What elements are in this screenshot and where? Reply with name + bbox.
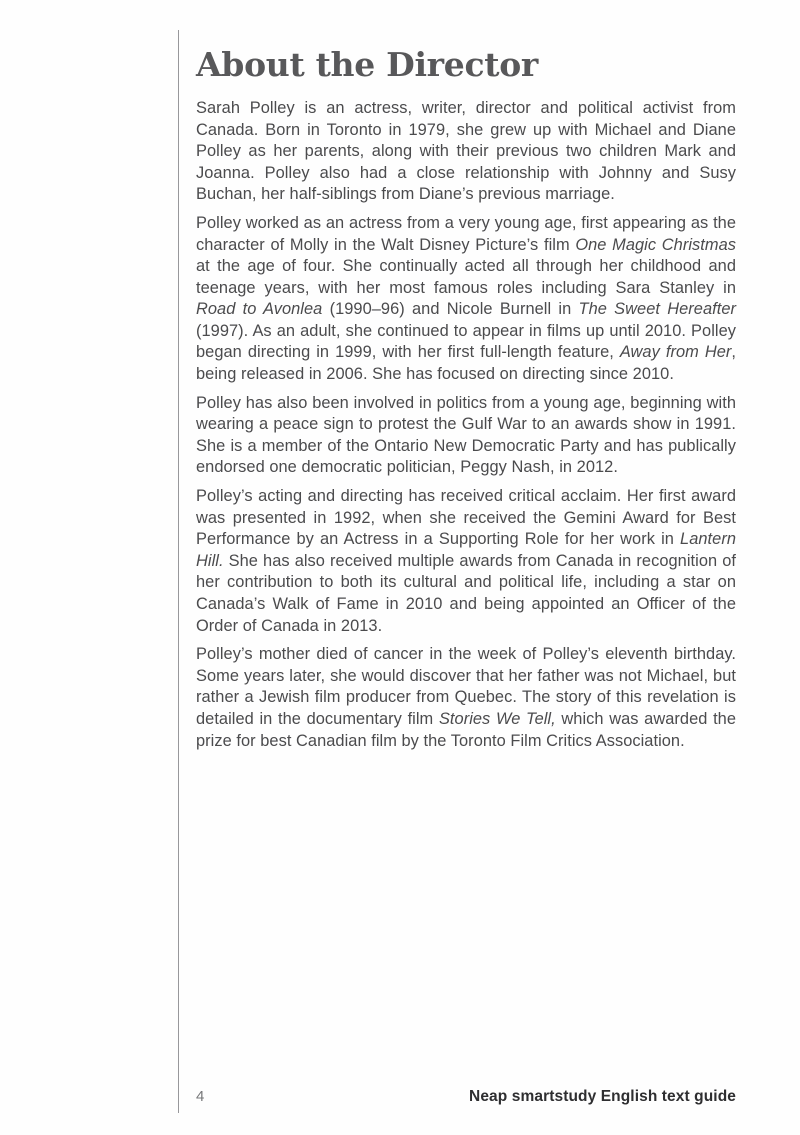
left-margin-rule xyxy=(178,30,179,1113)
paragraph: Polley worked as an actress from a very young age, first appearing as the character of Molly in the Walt Disney Picture’s film One Magic Christmas at the age of four. She continually acted all through her childhood and teenage years, with her most famous roles including Sara Stanley in Road to Avonlea (1990–96) and Nicole Burnell in The Sweet Hereafter (1997). As an adult, she continued to appear in films up until 2010. Polley began directing in 1999, with her first full-length feature, Away from Her, being released in 2006. She has focused on directing since 2010. xyxy=(196,213,737,384)
footer-guide-title: Neap smartstudy English text guide xyxy=(469,1088,736,1105)
paragraph: Polley’s acting and directing has received critical acclaim. Her first award was presented in 1992, when she received the Gemini Award for Best Performance by an Actress in a Supporting Role for her work in Lantern Hill. She has also received multiple awards from Canada in recognition of her contribution to both its cultural and political life, including a star on Canada’s Walk of Fame in 2010 and being appointed an Officer of the Order of Canada in 2013. xyxy=(196,487,736,635)
paragraph: Polley has also been involved in politics from a young age, beginning with wearing a peace sign to protest the Gulf War to an awards show in 1991. She is a member of the Ontario New Democratic Party and has publically endorsed one democratic politician, Peggy Nash, in 2012. xyxy=(196,393,736,477)
page-title: About the Director xyxy=(196,45,539,84)
page-footer xyxy=(196,1088,736,1106)
page-number: 4 xyxy=(196,1088,205,1105)
paragraph: Polley’s mother died of cancer in the week of Polley’s eleventh birthday. Some years later, she would discover that her father was not Michael, but rather a Jewish film producer from Quebec. The story of this revelation is detailed in the documentary film Stories We Tell, which was awarded the prize for best Canadian film by the Toronto Film Critics Association. xyxy=(196,645,737,750)
page-content xyxy=(196,46,736,759)
article-body xyxy=(196,98,736,752)
paragraph: Sarah Polley is an actress, writer, director and political activist from Canada. Born in Toronto in 1979, she grew up with Michael and Diane Polley as her parents, along with their previous two children Mark and Joanna. Polley also had a close relationship with Johnny and Susy Buchan, her half-siblings from Diane’s previous marriage. xyxy=(196,98,736,204)
